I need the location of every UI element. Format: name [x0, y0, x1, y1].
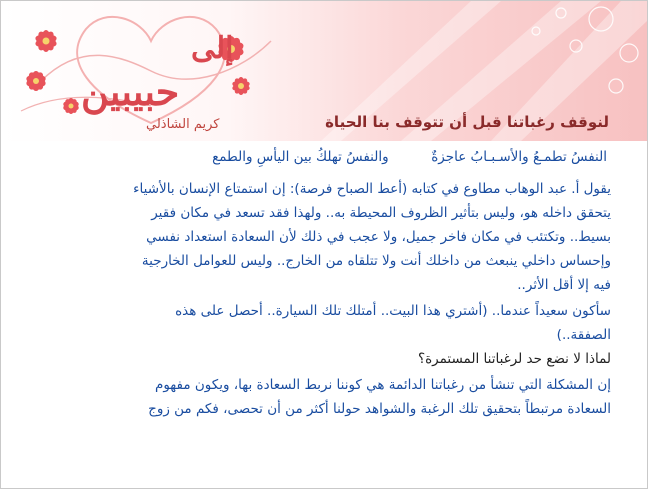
paragraph-line: لماذا لا نضع حد لرغباتنا المستمرة؟	[417, 351, 611, 367]
article-body	[1, 141, 647, 488]
verse-first-half: النفسُ تطمـعُ والأسـبـابُ عاجزةٌ	[431, 149, 607, 165]
paragraph-line: وإحساس داخلي ينبعث من داخلك أنت ولا تتلقاه من الخارج.. وليس للعوامل الخارجية	[141, 253, 611, 269]
paragraph-line: فيه إلا أقل الأثر..	[517, 277, 611, 293]
paragraph-line: يقول أ. عبد الوهاب مطاوع في كتابه (أعط الصباح فرصة): إن استمتاع الإنسان بالأشياء	[133, 181, 611, 197]
paragraph	[27, 373, 611, 421]
paragraph-line: بسيط.. وتكتئب في مكان فاخر جميل، ولا عجب في ذلك لأن السعادة استعداد نفسي	[146, 229, 611, 245]
book-logo	[1, 1, 291, 141]
logo-author: كريم الشاذلي	[146, 117, 220, 132]
poem-verse	[212, 149, 607, 165]
paragraph-line: السعادة مرتبطاً بتحقيق تلك الرغبة والشواهد حولنا أكثر من أن تحصى، فكم من زوج	[148, 401, 611, 417]
verse-second-half: والنفسُ تهلكُ بين اليأسِ والطمع	[212, 149, 389, 165]
paragraph-question	[27, 347, 611, 371]
paragraph-line: سأكون سعيداً عندما.. (أشتري هذا البيت.. أمتلك تلك السيارة.. أحصل على هذه	[175, 303, 611, 319]
paragraph-line: الصفقة..)	[556, 327, 611, 343]
paragraph-line: يتحقق داخله هو، وليس بتأثير الظروف المحيطة به.. ولهذا فقد تسعد في مكان فقير	[151, 205, 611, 221]
paragraph	[27, 177, 611, 297]
logo-title-line2: حبيبين	[81, 69, 180, 114]
article-header	[1, 1, 647, 141]
paragraph-line: إن المشكلة التي تنشأ من رغباتنا الدائمة هي كوننا نربط السعادة بها، ويكون مفهوم	[154, 377, 611, 393]
logo-title-line1: إلى	[191, 31, 234, 66]
paragraph	[27, 299, 611, 347]
article-headline: لنوقف رغباتنا قبل أن تتوقف بنا الحياة	[325, 113, 609, 131]
